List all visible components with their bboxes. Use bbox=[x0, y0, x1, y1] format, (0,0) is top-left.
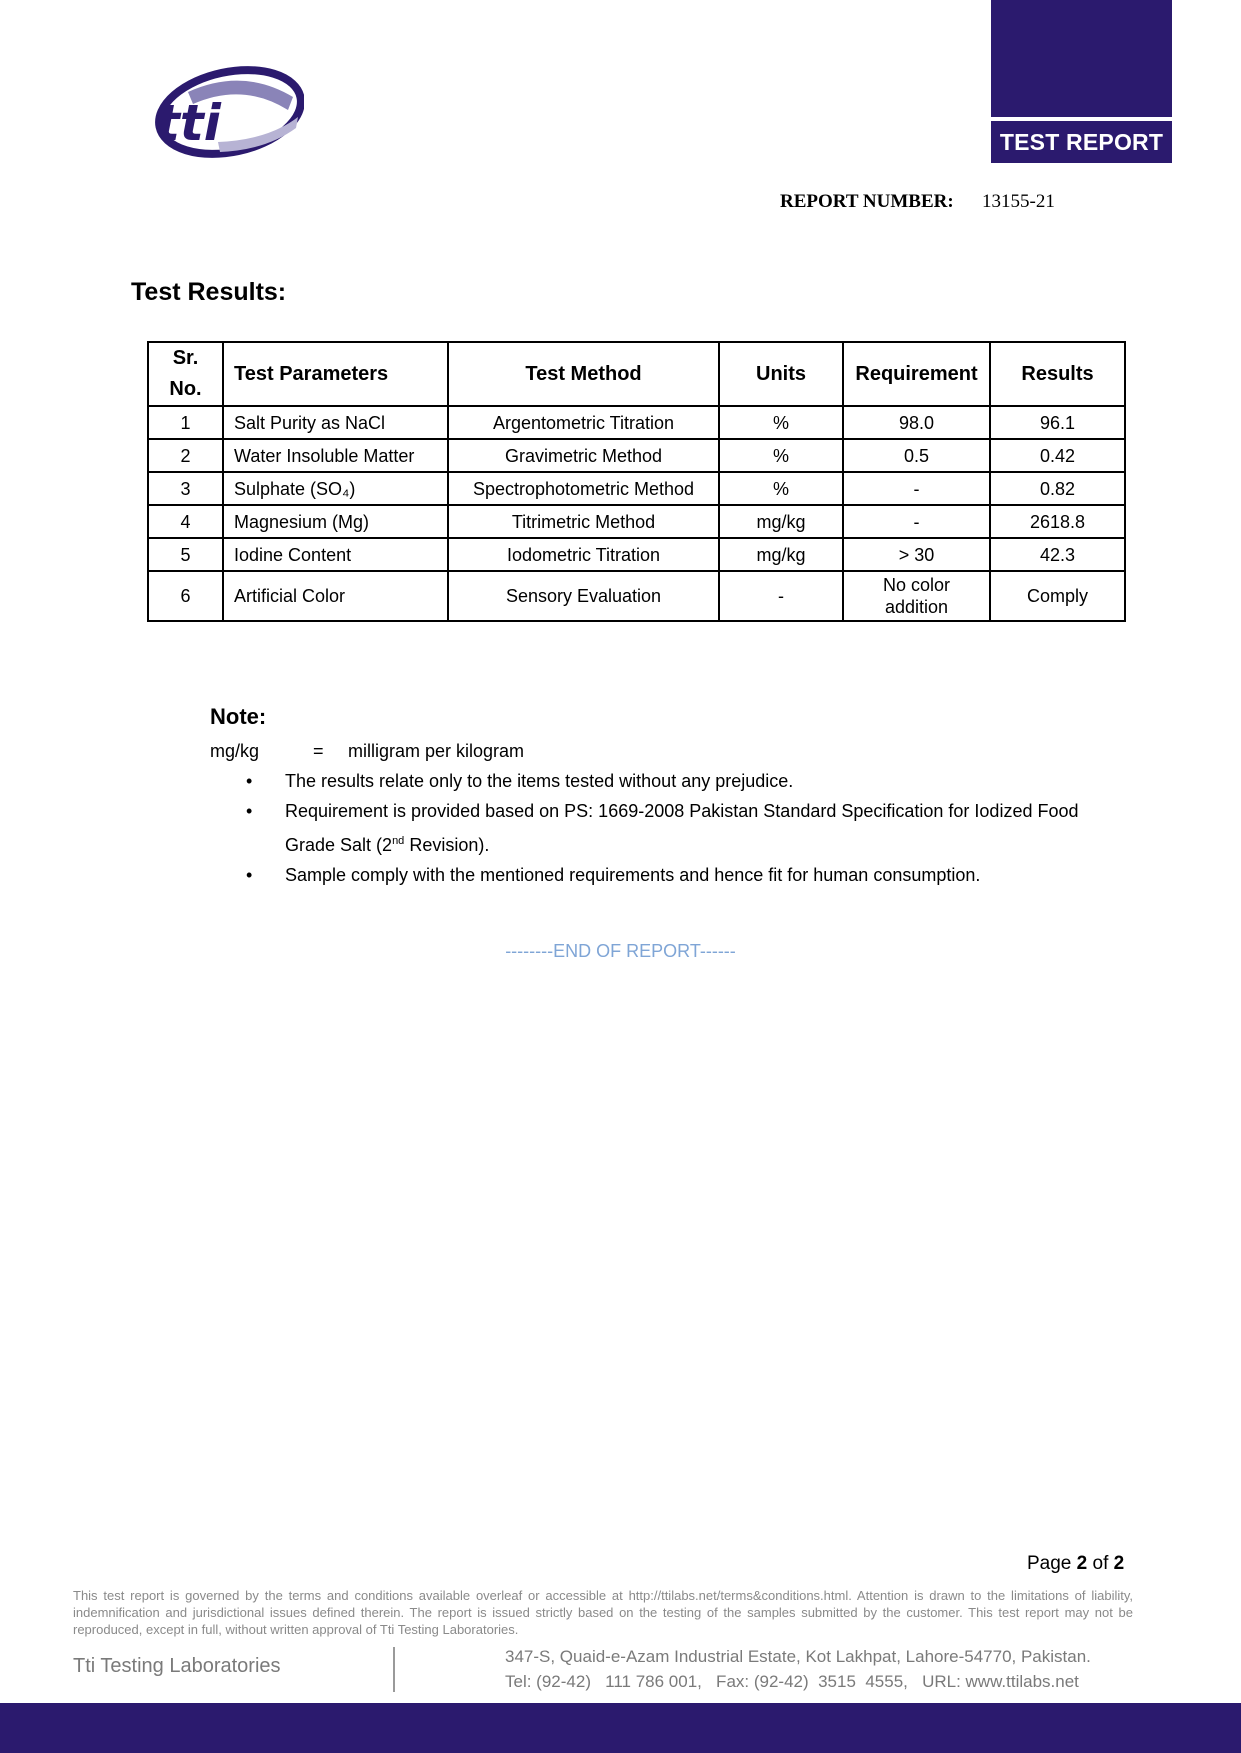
cell-sr: 5 bbox=[148, 538, 223, 571]
header-test-parameters: Test Parameters bbox=[223, 342, 448, 406]
cell-method: Spectrophotometric Method bbox=[448, 472, 719, 505]
report-number-label: REPORT NUMBER: bbox=[780, 191, 954, 212]
table-row bbox=[148, 538, 1125, 571]
cell-units: % bbox=[719, 472, 843, 505]
note-title: Note: bbox=[210, 704, 267, 729]
cell-units: mg/kg bbox=[719, 538, 843, 571]
cell-units: % bbox=[719, 439, 843, 472]
cell-result: 42.3 bbox=[990, 538, 1125, 571]
table-header-row bbox=[148, 342, 1125, 406]
cell-units: mg/kg bbox=[719, 505, 843, 538]
header-sr-no: Sr. No. bbox=[148, 342, 223, 406]
header-test-method: Test Method bbox=[448, 342, 719, 406]
cell-parameter: Iodine Content bbox=[223, 538, 448, 571]
lab-contact: Tel: (92-42) 111 786 001, Fax: (92-42) 3515 4555, URL: www.ttilabs.net bbox=[505, 1672, 1079, 1691]
cell-sr: 6 bbox=[148, 571, 223, 621]
cell-result: 0.82 bbox=[990, 472, 1125, 505]
cell-units: - bbox=[719, 571, 843, 621]
header-results: Results bbox=[990, 342, 1125, 406]
cell-parameter: Artificial Color bbox=[223, 571, 448, 621]
cell-method: Iodometric Titration bbox=[448, 538, 719, 571]
table-row bbox=[148, 439, 1125, 472]
cell-sr: 4 bbox=[148, 505, 223, 538]
abbreviation-key: mg/kg bbox=[210, 741, 260, 761]
table-row bbox=[148, 472, 1125, 505]
cell-method: Sensory Evaluation bbox=[448, 571, 719, 621]
cell-requirement: > 30 bbox=[843, 538, 990, 571]
cell-parameter: Water Insoluble Matter bbox=[223, 439, 448, 472]
brand-block bbox=[991, 0, 1172, 117]
svg-text:tti: tti bbox=[156, 94, 221, 152]
cell-requirement: 98.0 bbox=[843, 406, 990, 439]
cell-method: Gravimetric Method bbox=[448, 439, 719, 472]
table-row bbox=[148, 505, 1125, 538]
disclaimer-text: This test report is governed by the terms and conditions available overleaf or accessible at http://ttilabs.net/terms&conditions.html. Attention is drawn to the limitations of liability, indemnification and jurisdictional issues defined therein. The report is issued strictly based on the testing of the samples submitted by the customer. This test report may not be reproduced, except in full, without written approval of Tti Testing Laboratories. bbox=[73, 1588, 1133, 1637]
cell-sr: 3 bbox=[148, 472, 223, 505]
lab-name: Tti Testing Laboratories bbox=[73, 1655, 281, 1677]
cell-requirement: 0.5 bbox=[843, 439, 990, 472]
tti-logo bbox=[148, 62, 304, 170]
section-title: Test Results: bbox=[131, 278, 287, 306]
cell-parameter: Sulphate (SO₄) bbox=[223, 472, 448, 505]
note-item: • Requirement is provided based on PS: 1669-2008 Pakistan Standard Specification for Iodized Food Grade Salt (2nd Revision). bbox=[246, 796, 1106, 860]
abbreviation-value: milligram per kilogram bbox=[348, 741, 525, 761]
cell-requirement: - bbox=[843, 472, 990, 505]
cell-requirement: - bbox=[843, 505, 990, 538]
header-units: Units bbox=[719, 342, 843, 406]
test-report-badge: TEST REPORT bbox=[991, 121, 1172, 163]
table-row bbox=[148, 406, 1125, 439]
note-list bbox=[246, 766, 1106, 890]
cell-result: Comply bbox=[990, 571, 1125, 621]
page-indicator: Page 2 of 2 bbox=[1027, 1553, 1125, 1574]
cell-sr: 1 bbox=[148, 406, 223, 439]
table-row bbox=[148, 571, 1125, 621]
note-item: • Sample comply with the mentioned requirements and hence fit for human consumption. bbox=[246, 860, 1106, 890]
cell-method: Titrimetric Method bbox=[448, 505, 719, 538]
cell-result: 96.1 bbox=[990, 406, 1125, 439]
cell-result: 2618.8 bbox=[990, 505, 1125, 538]
cell-result: 0.42 bbox=[990, 439, 1125, 472]
cell-parameter: Salt Purity as NaCl bbox=[223, 406, 448, 439]
note-item: • The results relate only to the items tested without any prejudice. bbox=[246, 766, 1106, 796]
lab-address: 347-S, Quaid-e-Azam Industrial Estate, Kot Lakhpat, Lahore-54770, Pakistan. bbox=[505, 1647, 1091, 1666]
results-table bbox=[147, 341, 1126, 622]
footer-bar bbox=[0, 1703, 1241, 1753]
cell-sr: 2 bbox=[148, 439, 223, 472]
report-number-value: 13155-21 bbox=[982, 191, 1055, 212]
end-of-report: --------END OF REPORT------ bbox=[505, 941, 736, 961]
cell-parameter: Magnesium (Mg) bbox=[223, 505, 448, 538]
footer-divider bbox=[393, 1647, 395, 1692]
cell-units: % bbox=[719, 406, 843, 439]
cell-requirement: No color addition bbox=[843, 571, 990, 621]
header-requirement: Requirement bbox=[843, 342, 990, 406]
abbreviation-equals: = bbox=[313, 741, 324, 761]
cell-method: Argentometric Titration bbox=[448, 406, 719, 439]
